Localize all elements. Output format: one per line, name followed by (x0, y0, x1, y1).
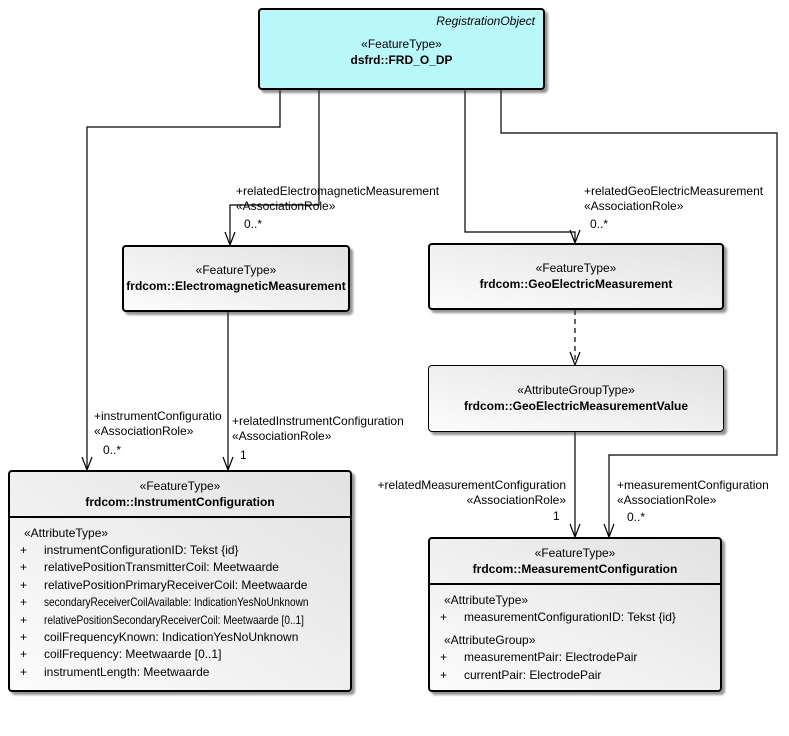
visibility-plus: + (20, 543, 28, 557)
association-role-label (584, 184, 763, 214)
node-stereotype: «AttributeGroupType» (517, 383, 635, 397)
association-role-label (232, 414, 404, 444)
section-header: «AttributeType» (444, 593, 529, 607)
role-stereotype: «AssociationRole» (466, 493, 566, 507)
node-name: frdcom::GeoElectricMeasurementValue (463, 399, 689, 413)
multiplicity-label: 0..* (244, 217, 263, 231)
attribute-row (18, 664, 346, 681)
visibility-plus: + (20, 577, 28, 592)
role-stereotype: «AssociationRole» (232, 429, 332, 443)
attribute-row (18, 594, 346, 611)
node-stereotype: «FeatureType» (195, 263, 277, 277)
node-name: frdcom::GeoElectricMeasurement (479, 277, 673, 291)
attribute-text: relativePositionTransmitterCoil: Meetwaarde (44, 560, 279, 575)
attribute-text: coilFrequencyKnown: IndicationYesNoUnknown (44, 630, 299, 645)
visibility-plus: + (20, 595, 28, 610)
node-name: dsfrd::FRD_O_DP (350, 53, 453, 67)
attribute-text: instrumentLength: Meetwaarde (44, 664, 210, 679)
node-name: frdcom::InstrumentConfiguration (85, 495, 275, 509)
section-header: «AttributeGroup» (444, 633, 536, 648)
attribute-text: relativePositionSecondaryReceiverCoil: Meetwaarde [0..1] (44, 612, 304, 627)
attribute-row (18, 612, 346, 629)
attributes-compartment (10, 518, 350, 681)
node-measurement-configuration[interactable] (428, 537, 722, 692)
role-name: +instrumentConfiguratio (94, 409, 222, 423)
role-stereotype: «AssociationRole» (94, 424, 194, 438)
node-tagline: RegistrationObject (436, 14, 535, 28)
attribute-row (18, 577, 346, 594)
association-role-label (617, 478, 769, 508)
node-name: frdcom::ElectromagneticMeasurement (126, 279, 346, 293)
node-geoelectric-measurement[interactable] (428, 243, 724, 310)
role-name: +relatedMeasurementConfiguration (377, 478, 566, 492)
multiplicity-label: 1 (553, 509, 560, 523)
attribute-row (18, 629, 346, 646)
visibility-plus: + (20, 630, 28, 645)
attribute-text: instrumentConfigurationID: Tekst {id} (44, 543, 239, 557)
attribute-row (438, 609, 716, 626)
node-electromagnetic-measurement[interactable] (122, 245, 350, 312)
association-role-label (236, 184, 439, 214)
section-header: «AttributeType» (24, 526, 109, 540)
multiplicity-label: 0..* (103, 443, 122, 457)
node-instrument-configuration[interactable] (8, 470, 352, 692)
attribute-text: secondaryReceiverCoilAvailable: IndicationYesNoUnknown (44, 595, 309, 610)
visibility-plus: + (440, 667, 448, 682)
role-stereotype: «AssociationRole» (584, 199, 684, 213)
visibility-plus: + (20, 560, 28, 575)
multiplicity-label: 0..* (590, 217, 609, 231)
attribute-text: currentPair: ElectrodePair (464, 667, 602, 682)
attribute-row (18, 559, 346, 576)
attributes-compartment (430, 585, 720, 684)
role-stereotype: «AssociationRole» (236, 199, 336, 213)
node-geoelectric-measurement-value[interactable] (428, 365, 724, 432)
attribute-text: relativePositionPrimaryReceiverCoil: Meetwaarde (44, 577, 308, 592)
node-frd-o-dp[interactable] (258, 8, 545, 90)
association-role-label (343, 478, 566, 508)
multiplicity-label: 0..* (627, 510, 646, 524)
visibility-plus: + (20, 664, 28, 679)
attribute-row (18, 542, 346, 559)
node-stereotype: «FeatureType» (139, 479, 221, 493)
attribute-row (18, 646, 346, 663)
role-name: +relatedInstrumentConfiguration (232, 414, 404, 428)
connector-frd-to-measurementconfiguration[interactable] (501, 90, 777, 535)
role-name: +relatedElectromagneticMeasurement (236, 184, 440, 198)
role-name: +relatedGeoElectricMeasurement (584, 184, 764, 198)
attribute-text: measurementConfigurationID: Tekst {id} (464, 610, 676, 624)
role-stereotype: «AssociationRole» (617, 493, 717, 507)
visibility-plus: + (20, 647, 28, 662)
connector-frd-to-geoelectricmeasurement[interactable] (465, 90, 575, 241)
attribute-row (438, 649, 716, 666)
attribute-text: coilFrequency: Meetwaarde [0..1] (44, 647, 222, 662)
visibility-plus: + (440, 610, 448, 624)
node-stereotype: «FeatureType» (535, 261, 617, 275)
visibility-plus: + (20, 612, 28, 627)
node-stereotype: «FeatureType» (534, 546, 616, 560)
association-role-label (94, 409, 222, 439)
attribute-row (438, 667, 716, 684)
attribute-text: measurementPair: ElectrodePair (464, 650, 638, 665)
role-name: +measurementConfiguration (617, 478, 769, 492)
node-stereotype: «FeatureType» (361, 37, 442, 51)
multiplicity-label: 1 (240, 448, 247, 462)
visibility-plus: + (440, 650, 448, 665)
node-name: frdcom::MeasurementConfiguration (472, 562, 678, 576)
